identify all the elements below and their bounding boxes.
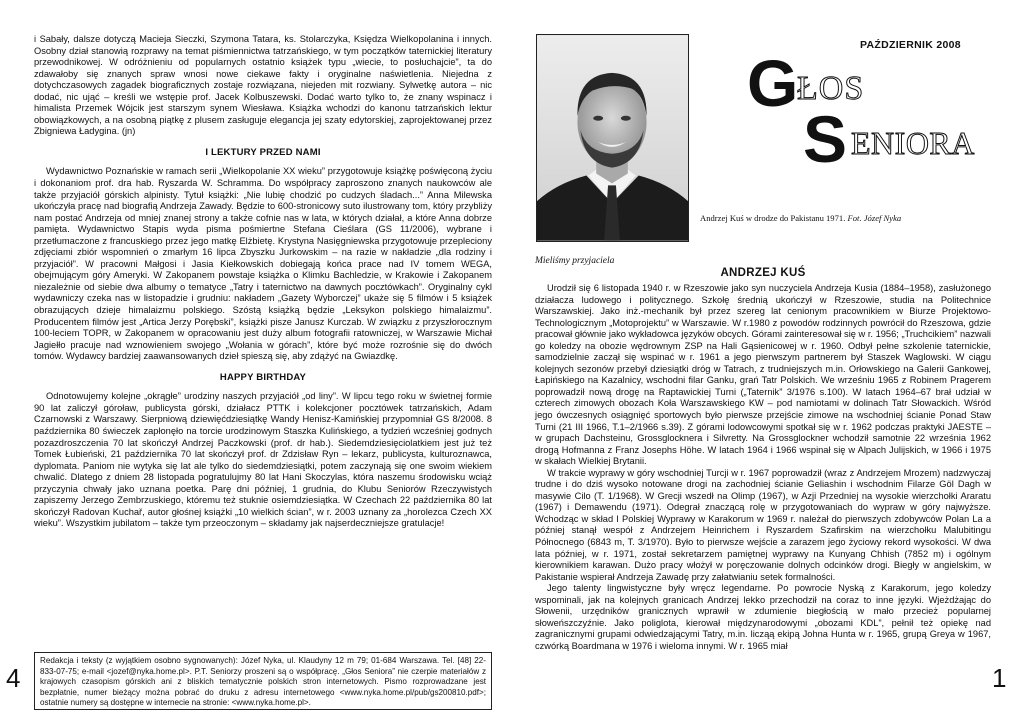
portrait-photo [536,34,689,242]
right-page-body [535,283,991,653]
issue-date: PAŹDZIERNIK 2008 [860,39,961,51]
logo-initial-g: G [747,50,799,120]
article-paragraph-2: W trakcie wyprawy w góry wschodniej Turcji w r. 1967 poprowadził (wraz z Andrzejem Mrozem) nadzwyczaj trudne i do dziś wysoko notowane drogi na zachodniej ścianie Geliashin i wschodnim Filarze Göl Dagh w masywie Cilo (T. 1/1968). W Grecji wszedł na Olimp (1967), w Azji Przedniej na wysokie wierzchołki Araratu (1967) i Demawendu (1971). Odegrał znaczącą rolę w przygotowaniach do wypraw w góry najwyższe. Wchodząc w skład I Polskiej Wyprawy w Karakorum w 1969 r. należał do pierwszych zdobywców Polan La a później stanął wespół z Andrzejem Heinrichem i Ryszardem Szafirskim na wierzchołku Malubitingu Północnego (6843 m, T. 3/1970). Było to pierwsze wejście a zarazem jego życiowy rekord wysokości. W dwa lata później, w r. 1971, został sekretarzem pamiętnej wyprawy na Kunyang Chhish (7852 m) i ogólnym kierownikiem karawan. Dużo pracy włożył w poręczowanie dolnych odcinków drogi. Biegły w angielskim, w Pakistanie wspierał Andrzeja Zawadę przy załatwianiu setek formalności. [535,467,991,582]
heading-lektury: I LEKTURY PRZED NAMI [205,146,321,158]
intro-paragraph: i Sabały, dalsze dotyczą Macieja Sieczki, Szymona Tatara, ks. Stolarczyka, Księdza Wielkopolanina i innych. Osobny dział stanowią rozprawy na temat piśmiennictwa tatrzańskiego, w tym początków taternickiej literatury przewodnikowej. W odróżnieniu od popularnych ostatnio książek typu „wiecie, to posłuchajcie”, ta do zdawałoby się znanych spraw wnosi nowe ciekawe fakty i oryginalne naświetlenia. Niejedna z dotychczasowych zagadek biograficznych zostaje rozwiązana, niejeden mit rozwiany. Sylwetkę autora – nic dodać, nic ująć – kreśli we wstępie prof. Jacek Kolbuszewski. Dodać warto tylko to, że znany wspinacz i himalista Przemek Wójcik jest starszym synem Wiesława. Książka wchodzi do kanonu tatrzańskich lektur obowiązkowych, a na osobną piątkę z plusem zasługuje elegancja jej szaty edytorskiej, zaprojektowanej przez Zbigniewa Ładygina. (jn) [34,34,492,137]
photo-caption-main: Andrzej Kuś w drodze do Pakistanu 1971. [700,213,846,223]
page-number-right: 1 [992,663,1007,693]
logo-initial-s: S [803,102,848,165]
remember-label: Mieliśmy przyjaciela [535,256,615,266]
photo-caption-credit: Fot. Józef Nyka [847,213,902,223]
editorial-footer-text: Redakcja i teksty (z wyjątkiem osobno sygnowanych): Józef Nyka, ul. Klaudyny 12 m 79; 01-684 Warszawa. Tel. [48] 22-833-07-75; e-mail <jozef@nyka.home.pl>. P.T. Seniorzy proszeni są o współpracę. „Głos Seniora” nie czerpie materiałów z krajowych czasopism górskich ani z bliskich tematycznie polskich stron internetowych. Pismo rozprowadzane jest bezpłatnie, numer bieżący można pobrać do druku z adresu internetowego <www.nyka.home.pl/pub/gs200810.pdf>; ostatnie numery są dostępne w internecie na stronie: <www.nyka.home.pl>. [40,656,486,708]
logo-rest-los: ŁOS [797,70,865,107]
article-title: ANDRZEJ KUŚ [720,267,806,279]
article-paragraph-1: Urodził się 6 listopada 1940 r. w Rzeszowie jako syn nuczyciela Andrzeja Kusia (1884–1958), zasłużonego działacza ludowego i politycznego. Szkołę średnią ukończył w Rzeszowie, studia na Politechnice Warszawskiej. Jako inż.-mechanik był przez szereg lat cenionym pracownikiem w Biurze Projektowo-Technologicznym „Motoprojektu” w Warszawie. W r.1980 z powodów rodzinnych powrócił do Rzeszowa, gdzie pracował głównie jako wykładowca języków obcych. Górami zainteresował się w r. 1956; „Truchcikiem” nazwali go koledzy na obozie wędrownym ZSP na Hali Gąsienicowej w r. 1960. Odbył pełne szkolenie taternickie, samodzielnie zaczął się wspinać w r. 1961 a jego pierwszym partnerem był Staszek Waglowski. W ciągu kolejnych sezonów przebył dziesiątki dróg w Tatrach, z trudniejszych m.in. Orłowskiego na Galerii Gankowej, Łapińskiego na Kazalnicy, wschodni filar Ganku, grań Tatr Polskich. We wrześniu 1965 z Robinem Pragerem poprowadził nową drogę na Raptawickiej Turni („Taternik” 3/1976 s.100). W latach 1964–67 brał udział w czterech zimowych obozach Koła Warszawskiego KW – pod namiotami w dolinach Tatr Słowackich. Wśród jego ówczesnych osiągnięć sportowych było pierwsze przejście zimowe na wschodniej ścianie Ponad Staw Turni (21 III 1966, T.1–2/1966 s.39). Z górami lodowcowymi spotkał się w r. 1962 podczas praktyki JAESTE – w grupach Dachsteinu, Grossglocknera i Silvretty. Na Grossglockner wchodził samotnie 22 września 1962 drogą Hofmanna z Franz Josephs Höhe. W latach 1964 i 1966 wspinał się w Alpach Julijskich, w 1966 i 1975 w skałach Wielkiej Brytanii. [535,283,991,467]
portrait-photo-image [537,35,688,241]
birthday-paragraph: Odnotowujemy kolejne „okrągłe” urodziny naszych przyjaciół „od liny”. W lipcu tego roku w świetnej formie 90 lat zaliczył góroław, publicysta górski, działacz PTTK i kolekcjoner pocztówek tatrzańskich, Adam Czarnowski z Warszawy. Sierpniową dziewięćdziesiątkę Wandy Henisz-Kamińskiej przypomniał GS 8/2008. 8 października 80 świeczek zapłonęło na torcie urodzinowym Staszka Kulińskiego, a tydzień wcześniej godnych pozazdroszczenia 70 lat skończył Andrzej Paczkowski (prof. dr hab.). Siedemdziesięciolatkiem jest już też Tomek Łubieński, 21 października 70 lat skończył prof. dr Zdzisław Ryn – lekarz, publicysta, kulturoznawca, dyplomata. Paniom nie wytyka się lat ale tylko do siedemdziesiątki, potem zaczynają się one swoim wiekiem chwalić. Dlatego z dniem 28 listopada pogratulujmy 80 lat Hani Skoczylas, która naszemu środowisku wciąż przyczynia chwały jako uznana poetka. Parę dni później, 1 grudnia, do Klubu Seniorów Rzeczywistych zapiszemy Jerzego Zembrzuskiego, któremu też stuknie osiemdziesiątka. W Czechach 22 października 80 lat skończył Radovan Kuchař, autor głośnej książki „10 wielkich ścian”, w r. 2003 uznany za „horolezca Czech XX wieku”. Wszystkim jubilatom – także tym przeoczonym – składamy jak najserdeczniejsze gratulacje! [34,391,492,529]
editorial-footer-box [34,652,492,710]
left-page-body [34,34,492,530]
glos-seniora-logo [745,50,995,165]
article-paragraph-3: Jego talenty lingwistyczne były wręcz legendarne. Po powrocie Nyską z Karakorum, jego koledzy wspominali, jak na kolejnych granicach Andrzej lekko przechodził na coraz to inne języki. Wjeżdżając do Słowenii, urzędników granicznych wprawił w zdumienie biegłością w mało przecież popularnej słoweńszczyźnie. Jako poliglota, kierował międzynarodowymi „obozami KDL”, pełnił też opiekę nad zagranicznymi grupami odwiedzającymi Tatry, m.in. licząą ekipą Johna Hunta w r. 1965, grupą Greya w 1967, czwórką Boardmana w 1976 i wieloma innymi. W r. 1965 miał [535,583,991,651]
lektury-paragraph: Wydawnictwo Poznańskie w ramach serii „Wielkopolanie XX wieku” przygotowuje książkę poświęconą życiu i dokonaniom prof. dra hab. Ryszarda W. Schramma. Do współpracy zaproszono znanych naukowców ale także przyjaciół górskich alpinisty. Tytuł książki: „Nie lubię chodzić po cudzych śladach...” Anna Milewska ukończyła pracę nad biografią Andrzeja Zawady. Będzie to 600-stronicowy suto ilustrowany tom, który przybliży nam postać Andrzeja od mniej znanej strony a także cofnie nas w lata, w których działał, a które Anna dobrze pamięta. Wydawnictwo Stapis wyda pisma pośmiertne Stefana Cieślara (GS 11/2006), wybrane i przetłumaczone z francuskiego przez jego matkę Elżbietę. Krystyna Nasięgniewska przygotowuje przepleciony zdjęciami zbiór wspomnień o zmarłym 16 lipca Zbyszku Jurkowskim – na razie w nakładzie „dla rodziny i przyjaciół”. W pracowni Małgosi i Jasia Kiełkowskich dobiegają końca prace nad IV tomem WEGA, obejmującym góry Ameryki. W Zakopanem powstaje książka o Klimku Bachledzie, w Krakowie i Zakopanem niezależnie od siebie dwa albumy o tematyce „Tatry i taternictwo na dawnych pocztówkach”. Oryginalny cykl wydawniczy czeka nas w listopadzie i grudniu: nakładem „Gazety Wyborczej” ukaże się 5 filmów i 5 książek obrazujących dzieje himalaizmu polskiego. Szóstą książką będzie „Leksykon polskiego himalaizmu”. Producentem filmów jest „Artica Jerzy Porębski”, książki pisze Janusz Kurczab. W związku z przyszłorocznym 100-leciem TOPR, w Zakopanem w opracowaniu jest duży album fotografii ratowniczej, w Warszawie Michał Jagiełło pracuje nad wznowieniem swojego „Wołania w górach”, które być może rozrośnie się do dwóch tomów. Wydawcy bardziej zaawansowanych dzieł spieszą się, aby zdążyć na Gwiazdkę. [34,166,492,362]
logo-graphic [745,50,995,165]
page-number-left: 4 [6,663,21,693]
logo-rest-eniora: ENIORA [851,125,975,161]
photo-caption [700,213,901,223]
heading-birthday: HAPPY BIRTHDAY [219,371,307,383]
